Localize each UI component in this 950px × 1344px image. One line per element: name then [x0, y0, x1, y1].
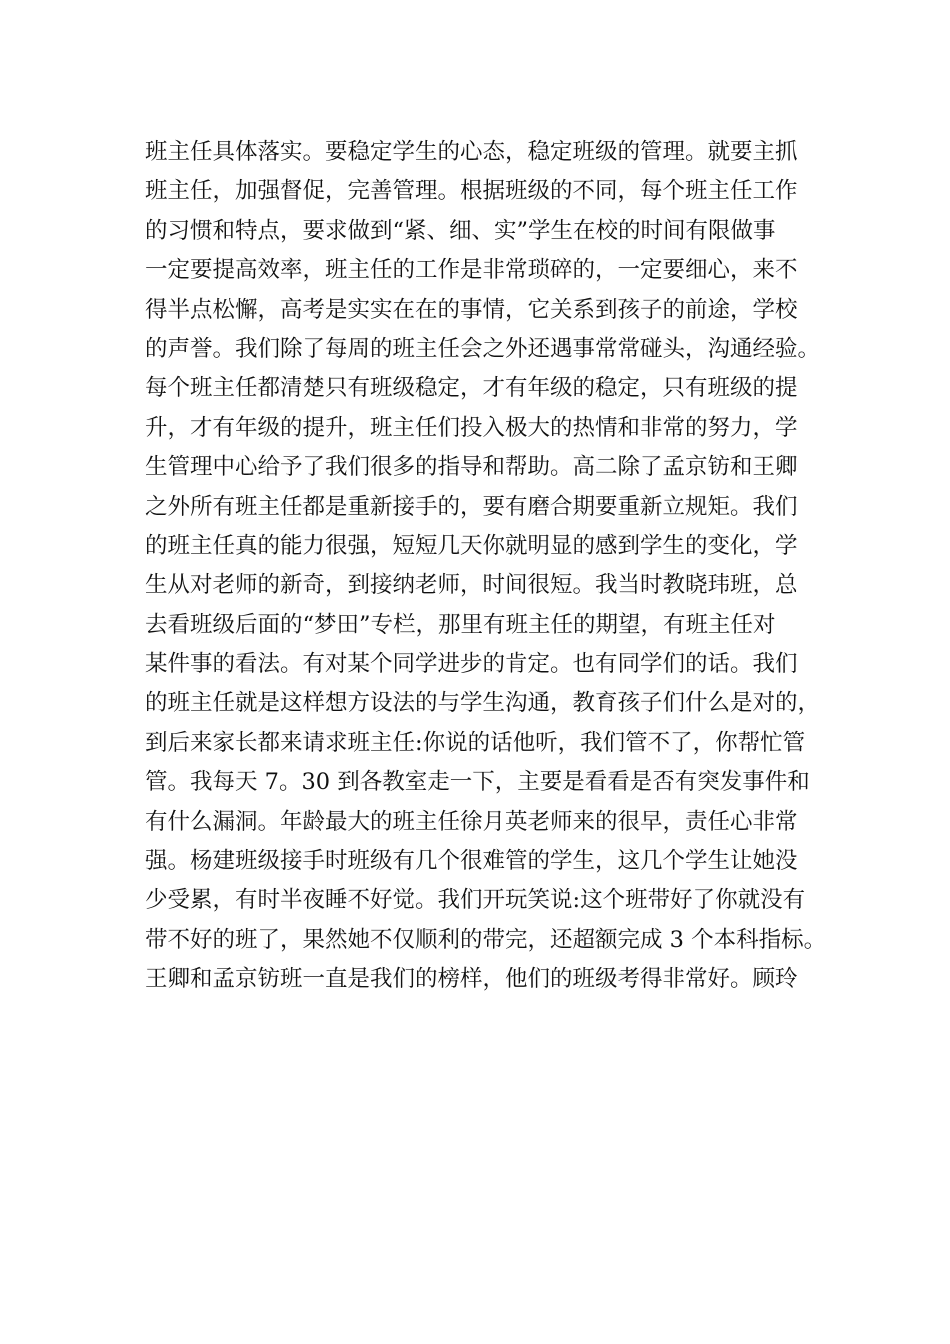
text-line: 到后来家长都来请求班主任:你说的话他听，我们管不了，你帮忙管	[145, 729, 806, 756]
text-line: 带不好的班了，果然她不仅顺利的带完，还超额完成 3 个本科指标。	[145, 926, 827, 953]
text-line: 升，才有年级的提升，班主任们投入极大的热情和非常的努力，学	[145, 414, 798, 441]
text-line: 的班主任就是这样想方设法的与学生沟通，教育孩子们什么是对的，	[145, 690, 821, 717]
text-line: 有什么漏洞。年龄最大的班主任徐月英老师来的很早，责任心非常	[145, 808, 798, 835]
text-line: 的声誉。我们除了每周的班主任会之外还遇事常常碰头，沟通经验。	[145, 335, 821, 362]
text-line: 管。我每天 7。30 到各教室走一下，主要是看看是否有突发事件和	[145, 769, 810, 796]
text-line: 班主任具体落实。要稳定学生的心态，稳定班级的管理。就要主抓	[145, 139, 798, 165]
text-line: 某件事的看法。有对某个同学进步的肯定。也有同学们的话。我们	[145, 651, 798, 678]
text-line: 的习惯和特点，要求做到“紧、细、实”学生在校的时间有限做事	[145, 217, 776, 244]
text-line: 得半点松懈，高考是实实在在的事情，它关系到孩子的前途，学校	[145, 296, 798, 323]
text-line: 生管理中心给予了我们很多的指导和帮助。高二除了孟京钫和王卿	[145, 454, 798, 481]
text-line: 的班主任真的能力很强，短短几天你就明显的感到学生的变化，学	[145, 532, 798, 559]
text-line: 王卿和孟京钫班一直是我们的榜样，他们的班级考得非常好。顾玲	[145, 966, 798, 993]
text-line: 班主任，加强督促，完善管理。根据班级的不同，每个班主任工作	[145, 178, 798, 205]
text-line: 之外所有班主任都是重新接手的，要有磨合期要重新立规矩。我们	[145, 493, 798, 520]
text-line: 一定要提高效率，班主任的工作是非常琐碎的，一定要细心，来不	[145, 257, 798, 284]
text-line: 去看班级后面的“梦田”专栏，那里有班主任的期望，有班主任对	[145, 611, 776, 638]
text-line: 强。杨建班级接手时班级有几个很难管的学生，这几个学生让她没	[145, 848, 798, 875]
text-line: 少受累，有时半夜睡不好觉。我们开玩笑说:这个班带好了你就没有	[145, 887, 806, 914]
text-line: 生从对老师的新奇，到接纳老师，时间很短。我当时教晓玮班，总	[145, 572, 798, 599]
text-line: 每个班主任都清楚只有班级稳定，才有年级的稳定，只有班级的提	[145, 375, 798, 402]
body-paragraph	[145, 133, 835, 1000]
